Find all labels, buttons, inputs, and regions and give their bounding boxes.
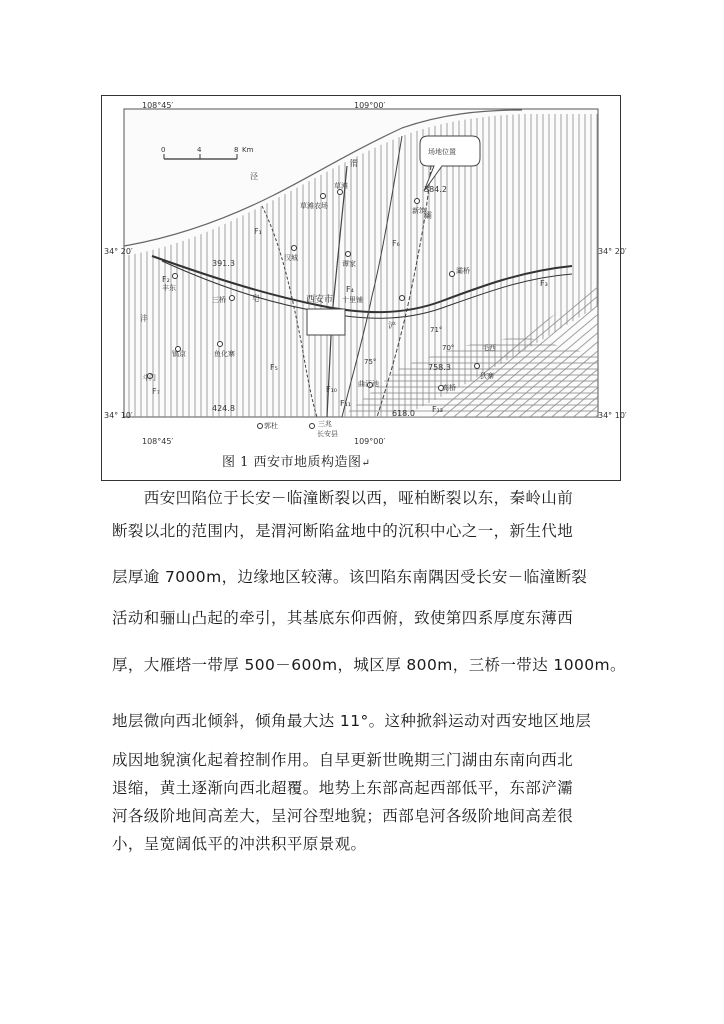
label-f3: F₃ — [540, 279, 548, 288]
coord-right-upper: 34° 20′ — [598, 247, 627, 256]
label-f4: F₄ — [346, 285, 354, 294]
paragraph-line-6: 地层微向西北倾斜，倾角最大达 11°。这种掀斜运动对西安地区地层 — [112, 712, 592, 730]
label-f6: F₆ — [392, 239, 400, 248]
label-xian-city: 西安市 — [306, 295, 334, 305]
label-guodu: 郭杜 — [264, 422, 278, 430]
paragraph-line-4: 活动和骊山凸起的牵引，其基底东仰西俯，致使第四系厚度东薄西 — [112, 609, 574, 627]
paragraph-line-2: 断裂以北的范围内，是渭河断陷盆地中的沉积中心之一，新生代地 — [112, 522, 574, 540]
label-sanqiao: 三桥 — [212, 296, 226, 304]
coord-bottom-mid: 109°00′ — [354, 437, 386, 446]
coord-top-mid: 109°00′ — [354, 101, 386, 110]
label-ba: 灞 — [424, 211, 432, 220]
caption-return-mark: ↵ — [361, 458, 371, 469]
label-xinzhu: 新筑 — [412, 207, 426, 215]
scale-label-4: 4 — [197, 146, 202, 154]
elev-618: 618.0 — [392, 409, 415, 418]
label-hanchang: 汉城 — [284, 254, 298, 262]
label-dizhai: 狄寨 — [480, 372, 494, 380]
label-f13: F₁₃ — [432, 405, 444, 414]
label-caotan: 草滩农场 — [300, 202, 328, 210]
paragraph-line-8: 退缩，黄土逐渐向西北超覆。地势上东部高起西部低平，东部浐灞 — [112, 779, 574, 797]
label-qujiang: 曲江池 — [358, 380, 379, 388]
label-caotan-town: 草滩 — [334, 182, 348, 190]
label-doumen: 斗门 — [142, 374, 156, 382]
label-f7: F₇ — [152, 387, 160, 396]
scale-label-unit: Km — [242, 146, 254, 154]
label-baqiao: 灞桥 — [456, 267, 470, 275]
label-yuhuazhai: 鱼化寨 — [214, 350, 235, 358]
label-maopo: 毛西 — [482, 344, 496, 352]
paragraph-line-7: 成因地貌演化起着控制作用。自早更新世晚期三门湖由东南向西北 — [112, 751, 574, 769]
paragraph-line-9: 河各级阶地间高差大，呈河谷型地貌；西部皂河各级阶地间高差很 — [112, 807, 574, 825]
label-f10: F₁₀ — [326, 385, 338, 394]
figure-caption — [222, 451, 370, 470]
label-fengdong: 丰东 — [162, 284, 176, 292]
coord-left-upper: 34° 20′ — [104, 247, 133, 256]
elev-384: 384.2 — [424, 185, 447, 194]
coord-top-left: 108°45′ — [142, 101, 174, 110]
geology-map — [102, 96, 627, 480]
paragraph-line-3: 层厚逾 7000m，边缘地区较薄。该凹陷东南隅因受长安－临潼断裂 — [112, 568, 588, 586]
city-box — [307, 309, 345, 335]
label-f2: F₂ — [162, 275, 170, 284]
label-chan: 浐 — [388, 321, 396, 330]
coord-left-lower: 34° 10′ — [104, 411, 133, 420]
paragraph-line-5: 厚，大雁塔一带厚 500－600m，城区厚 800m，三桥一带达 1000m。 — [112, 656, 626, 674]
paragraph-line-1: 西安凹陷位于长安－临潼断裂以西，哑柏断裂以东，秦岭山前 — [112, 489, 574, 507]
label-f1: F₁ — [254, 227, 262, 236]
label-shilipu: 十里铺 — [342, 296, 363, 304]
figure-caption-text: 图 1 西安市地质构造图 — [222, 455, 362, 470]
label-zao: 皂 — [252, 294, 260, 303]
label-yuwang: 镐京 — [172, 350, 186, 358]
label-sanyao: 三兆 — [318, 420, 332, 428]
label-f11: F₁₁ — [340, 399, 352, 408]
label-feng: 沣 — [140, 314, 148, 323]
label-wei: 渭 — [350, 159, 358, 168]
label-f5: F₅ — [270, 363, 278, 372]
scale-label-0: 0 — [161, 146, 166, 154]
elev-758: 758.3 — [428, 363, 451, 372]
site-label: 场地位置 — [428, 148, 456, 156]
label-angle-70: 70° — [442, 344, 455, 352]
label-jing: 泾 — [250, 172, 258, 181]
label-changan: 长安县 — [317, 430, 338, 438]
elev-424: 424.8 — [212, 404, 235, 413]
geology-map-figure — [101, 95, 627, 481]
label-gaoqiao: 高桥 — [442, 384, 456, 392]
label-tanjia: 谭家 — [342, 260, 356, 268]
scale-label-8: 8 — [234, 146, 239, 154]
coord-right-lower: 34° 10′ — [598, 411, 627, 420]
label-angle-75: 75° — [364, 358, 377, 366]
label-angle-71: 71° — [430, 326, 443, 334]
elev-391: 391.3 — [212, 259, 235, 268]
coord-bottom-left: 108°45′ — [142, 437, 174, 446]
paragraph-line-10: 小，呈宽阔低平的冲洪积平原景观。 — [112, 835, 367, 853]
